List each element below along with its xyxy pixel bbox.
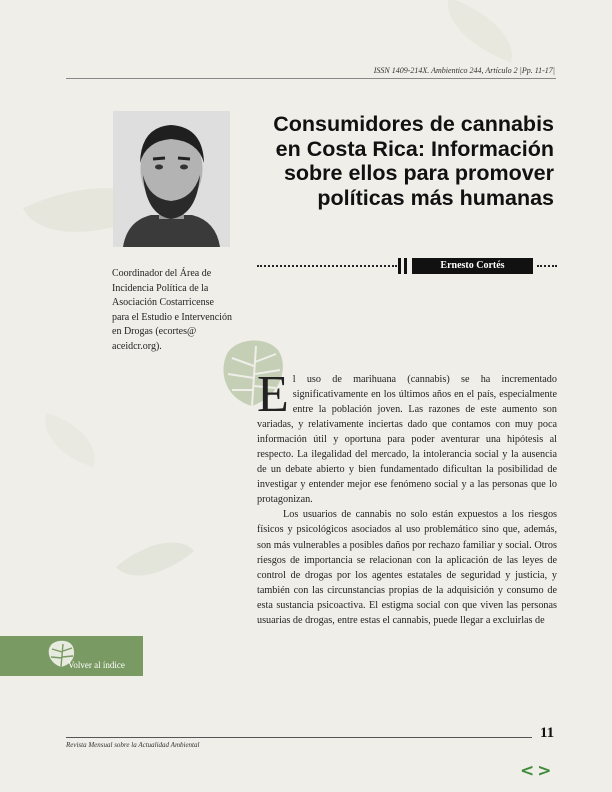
journal-name: Revista Mensual sobre la Actualidad Ambiental bbox=[66, 741, 200, 749]
article-title: Consumidores de cannabis en Costa Rica: Información sobre ellos para promover políticas más humanas bbox=[273, 112, 554, 210]
journal-reference: ISSN 1409-214X. Ambientico 244, Artículo 2 |Pp. 11-17| bbox=[373, 66, 555, 75]
back-to-index-label[interactable]: Volver al índice bbox=[68, 660, 125, 670]
background-leaf bbox=[36, 413, 104, 467]
paragraph-1-text: l uso de marihuana (cannabis) se ha incrementado significativamente en los últimos años en el país, especialmente entre la población joven. Las razones de este aumento son variadas, y relativamente inciertas dado que contamos con muy poca información útil y oportuna para poder aventurar una hipótesis al respecto. La ilegalidad del mercado, la intolerancia social y la ausencia de un debate abierto y bien fundamentado dificultan la posibilidad de investigar y entender mejor ese fenómeno social y a las personas que lo protagonizan. bbox=[257, 374, 557, 506]
author-name: Ernesto Cortés bbox=[412, 258, 533, 274]
author-portrait-icon bbox=[113, 111, 230, 247]
author-line-dots bbox=[257, 265, 397, 267]
page-navigation bbox=[520, 761, 555, 781]
author-line-bars bbox=[398, 258, 409, 274]
article-body bbox=[257, 366, 557, 628]
author-photo bbox=[113, 111, 230, 247]
author-line-dots-right bbox=[537, 265, 557, 267]
paragraph-2: Los usuarios de cannabis no solo están expuestos a los riesgos físicos y psicológicos asociados al uso problemático sino que, además, son más vulnerables a posibles daños por rechazo familiar y social. Otros riesgos de importancia se relacionan con la aplicación de las leyes de control de drogas por los agentes estatales de seguridad y justicia, y también con las circunstancias propias de la adquisición y consumo de esta sustancia psicoactiva. El estigma social con que viven las personas usuarias de drogas, entre estas el cannabis, puede llegar a excluirlas de bbox=[257, 509, 557, 626]
previous-page-arrow-icon[interactable]: < bbox=[520, 761, 538, 781]
next-page-arrow-icon[interactable]: > bbox=[537, 761, 555, 781]
paragraph-1 bbox=[257, 366, 557, 507]
header-rule bbox=[66, 78, 556, 79]
author-bio: Coordinador del Área de Incidencia Política de la Asociación Costarricense para el Estudio e Intervención en Drogas (ecortes@ aceidcr.org). bbox=[112, 268, 232, 352]
page-number: 11 bbox=[540, 725, 555, 741]
drop-cap: E bbox=[257, 366, 289, 423]
background-leaf bbox=[436, 0, 525, 62]
footer-rule bbox=[66, 737, 532, 738]
back-to-index-button[interactable] bbox=[0, 636, 143, 676]
background-leaf bbox=[116, 522, 194, 596]
